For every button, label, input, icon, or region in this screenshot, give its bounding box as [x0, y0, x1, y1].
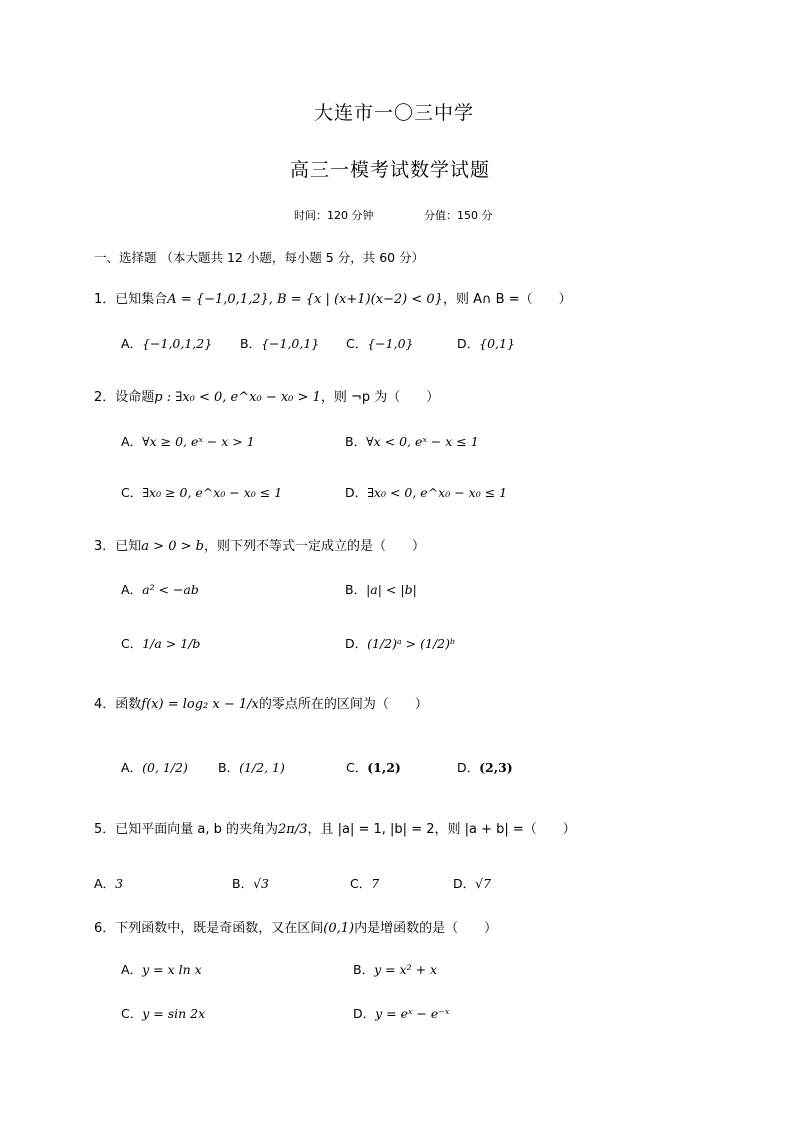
question-math: 2π/3	[278, 822, 308, 837]
option-3a[interactable]	[121, 580, 199, 598]
option-label: A．	[121, 962, 143, 977]
question-number: 3．	[94, 539, 116, 554]
question-number: 1．	[94, 292, 116, 307]
option-value: ∃x₀ ≥ 0, e^x₀ − x₀ ≤ 1	[142, 485, 283, 500]
option-label: C．	[350, 876, 372, 891]
option-label: B．	[345, 434, 367, 449]
option-value: ∃x₀ < 0, e^x₀ − x₀ ≤ 1	[367, 485, 508, 500]
question-5	[94, 818, 576, 837]
question-suffix: ，则 A∩ B =（ ）	[442, 292, 572, 307]
option-value: (1/2, 1)	[239, 760, 285, 775]
question-4	[94, 693, 428, 712]
option-value: y = sin 2x	[142, 1006, 206, 1021]
option-value: ∀x ≥ 0, eˣ − x > 1	[142, 434, 255, 449]
question-suffix: ，且 |a| = 1, |b| = 2，则 |a + b| =（ ）	[307, 822, 576, 837]
question-math: (0,1)	[323, 921, 355, 936]
option-4a[interactable]	[121, 758, 188, 776]
question-number: 5．	[94, 822, 116, 837]
option-1c[interactable]	[346, 334, 414, 352]
exam-score: 分值：150 分	[424, 209, 493, 222]
option-value: y = eˣ − e⁻ˣ	[375, 1006, 450, 1021]
option-label: D．	[457, 760, 480, 775]
option-value: {−1,0,1,2}	[142, 336, 213, 351]
option-4c[interactable]	[346, 758, 401, 776]
option-2d[interactable]	[345, 483, 507, 501]
option-3b[interactable]	[345, 580, 417, 598]
option-label: D．	[457, 336, 480, 351]
option-label: C．	[346, 760, 368, 775]
question-math: A = {−1,0,1,2}, B = {x | (x+1)(x−2) < 0}	[167, 292, 443, 307]
question-2	[94, 386, 439, 405]
option-value: y = x² + x	[374, 962, 438, 977]
option-6a[interactable]	[121, 960, 202, 978]
question-text: 下列函数中，既是奇函数，又在区间	[115, 921, 324, 936]
option-value: 3	[115, 876, 124, 891]
option-value: {0,1}	[479, 336, 515, 351]
question-suffix: 内是增函数的是（ ）	[354, 921, 498, 936]
question-text: 设命题	[115, 390, 155, 405]
option-label: B．	[240, 336, 262, 351]
option-value: √3	[253, 876, 269, 891]
option-value: 7	[371, 876, 380, 891]
option-1d[interactable]	[457, 334, 515, 352]
option-5c[interactable]	[350, 874, 379, 892]
question-math: p : ∃x₀ < 0, e^x₀ − x₀ > 1	[154, 390, 321, 405]
option-value: y = x ln x	[142, 962, 202, 977]
option-value: ∀x < 0, eˣ − x ≤ 1	[366, 434, 479, 449]
question-text: 已知平面向量 a, b 的夹角为	[115, 822, 279, 837]
option-6d[interactable]	[353, 1004, 449, 1022]
option-label: D．	[353, 1006, 376, 1021]
option-5d[interactable]	[453, 874, 491, 892]
option-value: (1/2)ᵃ > (1/2)ᵇ	[367, 636, 455, 651]
option-2a[interactable]	[121, 432, 255, 450]
option-label: B．	[218, 760, 240, 775]
exam-title: 高三一模考试数学试题	[290, 159, 491, 181]
option-label: A．	[94, 876, 116, 891]
option-3d[interactable]	[345, 634, 455, 652]
option-5b[interactable]	[232, 874, 269, 892]
question-number: 2．	[94, 390, 116, 405]
option-label: B．	[232, 876, 254, 891]
question-text: 函数	[115, 697, 142, 712]
option-6b[interactable]	[353, 960, 437, 978]
question-math: a > 0 > b	[141, 539, 204, 554]
option-2c[interactable]	[121, 483, 282, 501]
question-3	[94, 535, 425, 554]
option-5a[interactable]	[94, 874, 123, 892]
option-label: C．	[121, 636, 143, 651]
option-label: D．	[453, 876, 476, 891]
option-2b[interactable]	[345, 432, 479, 450]
school-name: 大连市一〇三中学	[314, 102, 475, 124]
option-label: A．	[121, 336, 143, 351]
option-value: (1,2)	[367, 760, 401, 775]
question-suffix: ，则下列不等式一定成立的是（ ）	[203, 539, 425, 554]
exam-time: 时间：120 分钟	[294, 209, 374, 222]
option-value: (2,3)	[479, 760, 513, 775]
question-number: 4．	[94, 697, 116, 712]
option-value: a² < −ab	[142, 582, 199, 597]
option-value: √7	[475, 876, 492, 891]
question-suffix: ，则 ¬p 为（ ）	[320, 390, 440, 405]
question-1	[94, 288, 572, 307]
question-suffix: 的零点所在的区间为（ ）	[258, 697, 428, 712]
question-6	[94, 917, 497, 936]
option-value: 1/a > 1/b	[142, 636, 201, 651]
question-text: 已知集合	[115, 292, 168, 307]
option-3c[interactable]	[121, 634, 200, 652]
option-label: C．	[121, 1006, 143, 1021]
option-label: A．	[121, 760, 143, 775]
option-6c[interactable]	[121, 1004, 205, 1022]
option-4d[interactable]	[457, 758, 513, 776]
option-label: B．	[345, 582, 367, 597]
option-4b[interactable]	[218, 758, 285, 776]
option-value: {−1,0}	[367, 336, 414, 351]
option-label: A．	[121, 434, 143, 449]
question-number: 6．	[94, 921, 116, 936]
option-label: A．	[121, 582, 143, 597]
question-text: 已知	[115, 539, 142, 554]
option-value: |a| < |b|	[366, 582, 417, 597]
option-value: {−1,0,1}	[261, 336, 320, 351]
option-value: (0, 1/2)	[142, 760, 188, 775]
option-label: C．	[346, 336, 368, 351]
option-label: B．	[353, 962, 375, 977]
option-1a[interactable]	[121, 334, 212, 352]
option-label: C．	[121, 485, 143, 500]
question-math: f(x) = log₂ x − 1/x	[141, 697, 259, 712]
option-label: D．	[345, 485, 368, 500]
section-heading: 一、选择题 （本大题共 12 小题，每小题 5 分，共 60 分）	[94, 250, 425, 265]
option-1b[interactable]	[240, 334, 319, 352]
option-label: D．	[345, 636, 368, 651]
